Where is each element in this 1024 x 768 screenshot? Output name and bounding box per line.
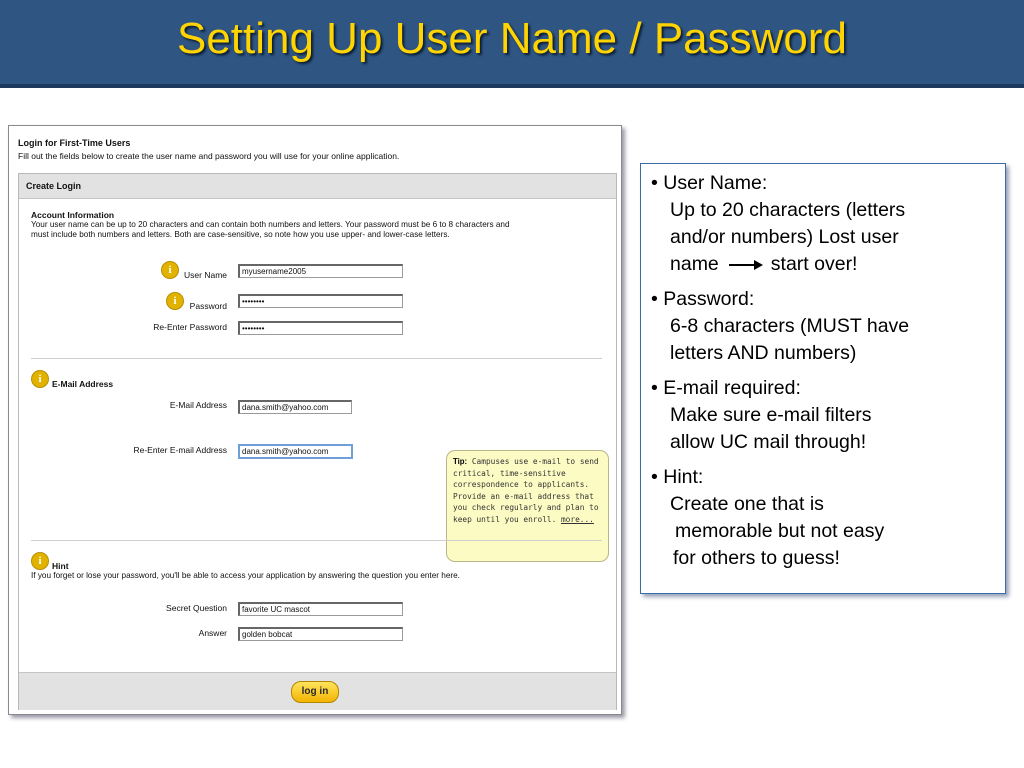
form-header — [19, 174, 616, 199]
account-info-desc — [31, 220, 616, 240]
tip-text: Campuses use e-mail to send critical, time-sensitive correspondence to applicants. Provide an e-mail address that you check regularly and plan to keep until you enroll. — [453, 457, 599, 524]
info-icon[interactable]: i — [161, 261, 179, 279]
login-screenshot-panel — [8, 125, 622, 715]
slide-header — [0, 0, 1024, 88]
note-line: Create one that is — [670, 493, 824, 515]
user-name-label: User Name — [184, 270, 227, 280]
account-info-desc-line1: Your user name can be up to 20 characters and can contain both numbers and letters. Your password must be 6 to 8 characters and — [31, 220, 510, 229]
hint-desc: If you forget or lose your password, you'll be able to access your application by answering the question you enter here. — [31, 571, 460, 580]
email-label: E-Mail Address — [169, 400, 227, 410]
notes-box — [640, 163, 1006, 594]
right-arrow-icon — [729, 259, 763, 271]
slide-title: Setting Up User Name / Password — [176, 14, 848, 63]
account-info-title: Account Information — [31, 210, 115, 220]
secret-question-label: Secret Question — [166, 603, 227, 613]
info-icon[interactable]: i — [166, 292, 184, 310]
answer-label: Answer — [198, 628, 227, 638]
note-head: • E-mail required: — [651, 377, 801, 399]
note-line: and/or numbers) Lost user — [670, 226, 899, 248]
password-label: Password — [189, 301, 227, 311]
note-head: • Hint: — [651, 466, 704, 488]
reenter-password-input[interactable]: •••••••• — [238, 321, 403, 335]
form-header-title: Create Login — [26, 181, 82, 191]
info-icon[interactable]: i — [31, 370, 49, 388]
note-hint — [651, 464, 1005, 572]
tip-label: Tip: — [453, 457, 468, 466]
secret-question-input[interactable]: favorite UC mascot — [238, 602, 403, 616]
reenter-email-input[interactable]: dana.smith@yahoo.com — [238, 444, 353, 459]
login-button[interactable]: log in — [291, 681, 339, 703]
hint-section-title: Hint — [52, 561, 69, 571]
note-arrow-before: name — [670, 253, 719, 275]
create-login-form — [18, 173, 617, 710]
answer-input[interactable]: golden bobcat — [238, 627, 403, 641]
note-head: • User Name: — [651, 172, 768, 194]
info-icon[interactable]: i — [31, 552, 49, 570]
note-user-name — [651, 170, 1005, 278]
note-arrow-after: start over! — [770, 253, 858, 275]
user-name-input[interactable]: myusername2005 — [238, 264, 403, 278]
intro-text: Fill out the fields below to create the user name and password you will use for your online application. — [18, 151, 400, 161]
note-line: Up to 20 characters (letters — [670, 199, 906, 221]
reenter-password-label: Re-Enter Password — [153, 322, 227, 332]
note-line: for others to guess! — [673, 547, 840, 569]
note-line: 6-8 characters (MUST have — [670, 315, 910, 337]
password-input[interactable]: •••••••• — [238, 294, 403, 308]
intro-title: Login for First-Time Users — [18, 138, 131, 148]
reenter-email-label: Re-Enter E-mail Address — [133, 445, 227, 455]
form-footer — [19, 672, 616, 710]
note-line: letters AND numbers) — [670, 342, 857, 364]
note-password — [651, 286, 1005, 367]
account-info-desc-line2: must include both numbers and letters. Both are case-sensitive, so note how you use upper- and lower-case letters. — [31, 230, 450, 239]
email-section-title: E-Mail Address — [52, 379, 114, 389]
divider — [31, 540, 602, 541]
note-line: Make sure e-mail filters — [670, 404, 872, 426]
divider — [31, 358, 602, 359]
note-email — [651, 375, 1005, 456]
tip-more-link[interactable]: more... — [560, 514, 594, 524]
note-line: memorable but not easy — [675, 520, 885, 542]
note-head: • Password: — [651, 288, 755, 310]
note-line-with-arrow — [651, 251, 1005, 278]
email-input[interactable]: dana.smith@yahoo.com — [238, 400, 352, 414]
email-tip-box — [446, 450, 609, 562]
note-line: allow UC mail through! — [670, 431, 867, 453]
